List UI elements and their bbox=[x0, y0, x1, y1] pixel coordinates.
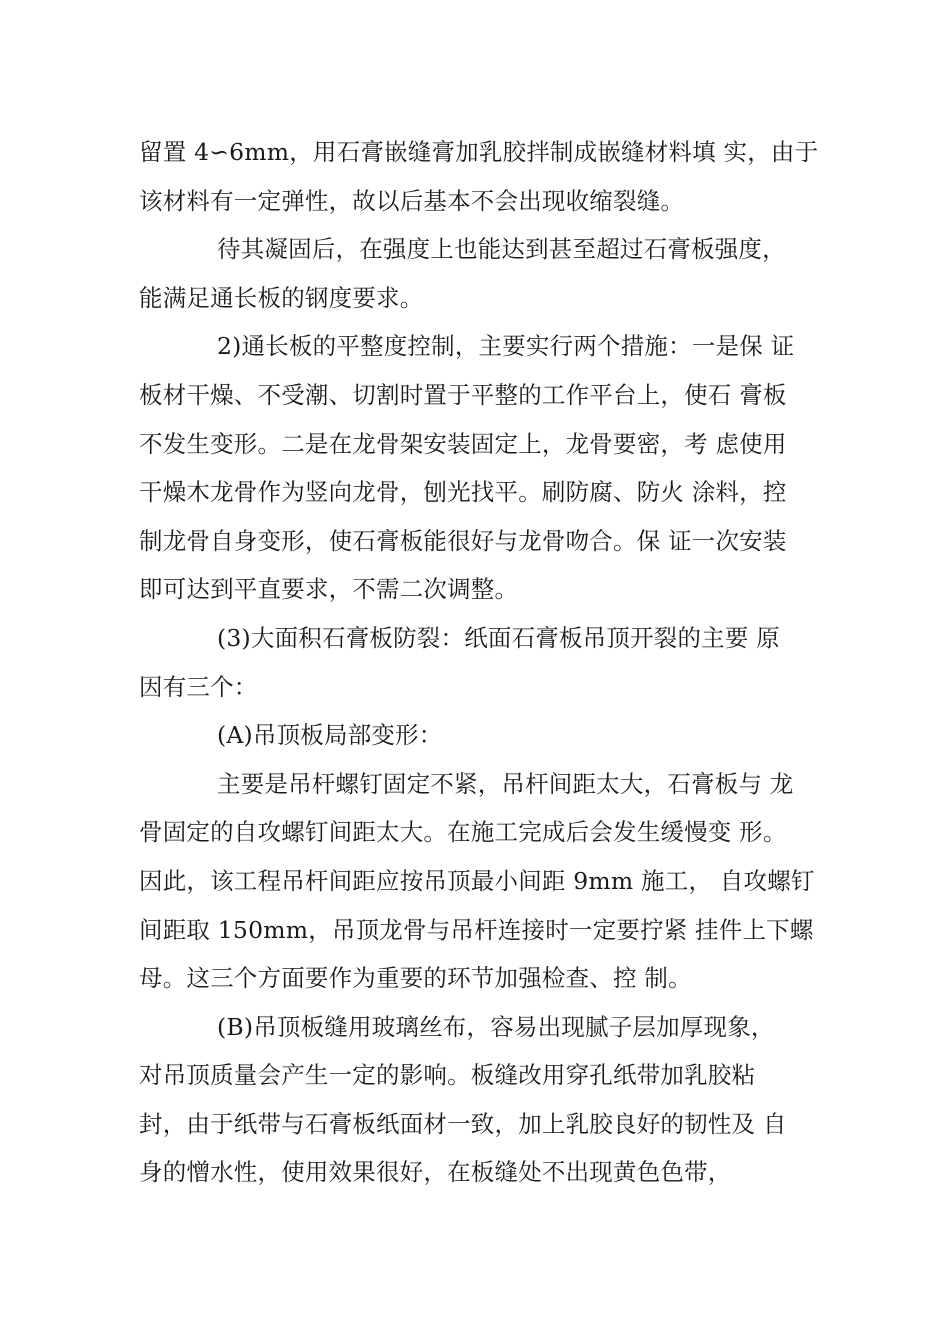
paragraph-first-line: (3)大面积石膏板防裂：纸面石膏板吊顶开裂的主要 原 bbox=[217, 623, 780, 652]
text-line: 该材料有一定弹性，故以后基本不会出现收缩裂缝。 bbox=[139, 186, 685, 215]
paragraph-first-line: 待其凝固后，在强度上也能达到甚至超过石膏板强度， bbox=[217, 235, 786, 264]
text-line: 留置 4∽6mm，用石膏嵌缝膏加乳胶拌制成嵌缝材料填 实，由于 bbox=[139, 138, 819, 166]
text-line: 母。这三个方面要作为重要的环节加强检查、控 制。 bbox=[139, 964, 692, 993]
text-line: 干燥木龙骨作为竖向龙骨，刨光找平。刷防腐、防火 涂料，控 bbox=[139, 478, 787, 507]
paragraph-first-line: (B)吊顶板缝用玻璃丝布，容易出现腻子层加厚现象， bbox=[217, 1012, 775, 1041]
text-line: 板材干燥、不受潮、切割时置于平整的工作平台上，使石 膏板 bbox=[139, 380, 787, 409]
text-line: 对吊顶质量会产生一定的影响。板缝改用穿孔纸带加乳胶粘 bbox=[139, 1061, 756, 1090]
text-line: 因有三个： bbox=[139, 672, 258, 701]
text-line: 骨固定的自攻螺钉间距太大。在施工完成后会发生缓慢变 形。 bbox=[139, 818, 787, 847]
paragraph-first-line: 2)通长板的平整度控制，主要实行两个措施：一是保 证 bbox=[217, 332, 795, 361]
text-line: 能满足通长板的钢度要求。 bbox=[139, 283, 424, 312]
text-line: 身的憎水性，使用效果很好，在板缝处不出现黄色色带， bbox=[139, 1158, 732, 1187]
text-line: 因此，该工程吊杆间距应按吊顶最小间距 9mm 施工， 自攻螺钉 bbox=[139, 866, 815, 895]
text-line: 即可达到平直要求，不需二次调整。 bbox=[139, 575, 519, 604]
text-line: 间距取 150mm，吊顶龙骨与吊杆连接时一定要拧紧 挂件上下螺 bbox=[139, 915, 814, 944]
section-heading: (A)吊顶板局部变形： bbox=[217, 721, 443, 750]
document-body bbox=[139, 128, 829, 1197]
text-line: 不发生变形。二是在龙骨架安装固定上，龙骨要密，考 虑使用 bbox=[139, 429, 787, 458]
paragraph-first-line: 主要是吊杆螺钉固定不紧，吊杆间距太大，石膏板与 龙 bbox=[217, 769, 794, 798]
text-line: 封，由于纸带与石膏板纸面材一致，加上乳胶良好的韧性及 自 bbox=[139, 1109, 787, 1138]
text-line: 制龙骨自身变形，使石膏板能很好与龙骨吻合。保 证一次安装 bbox=[139, 526, 787, 555]
